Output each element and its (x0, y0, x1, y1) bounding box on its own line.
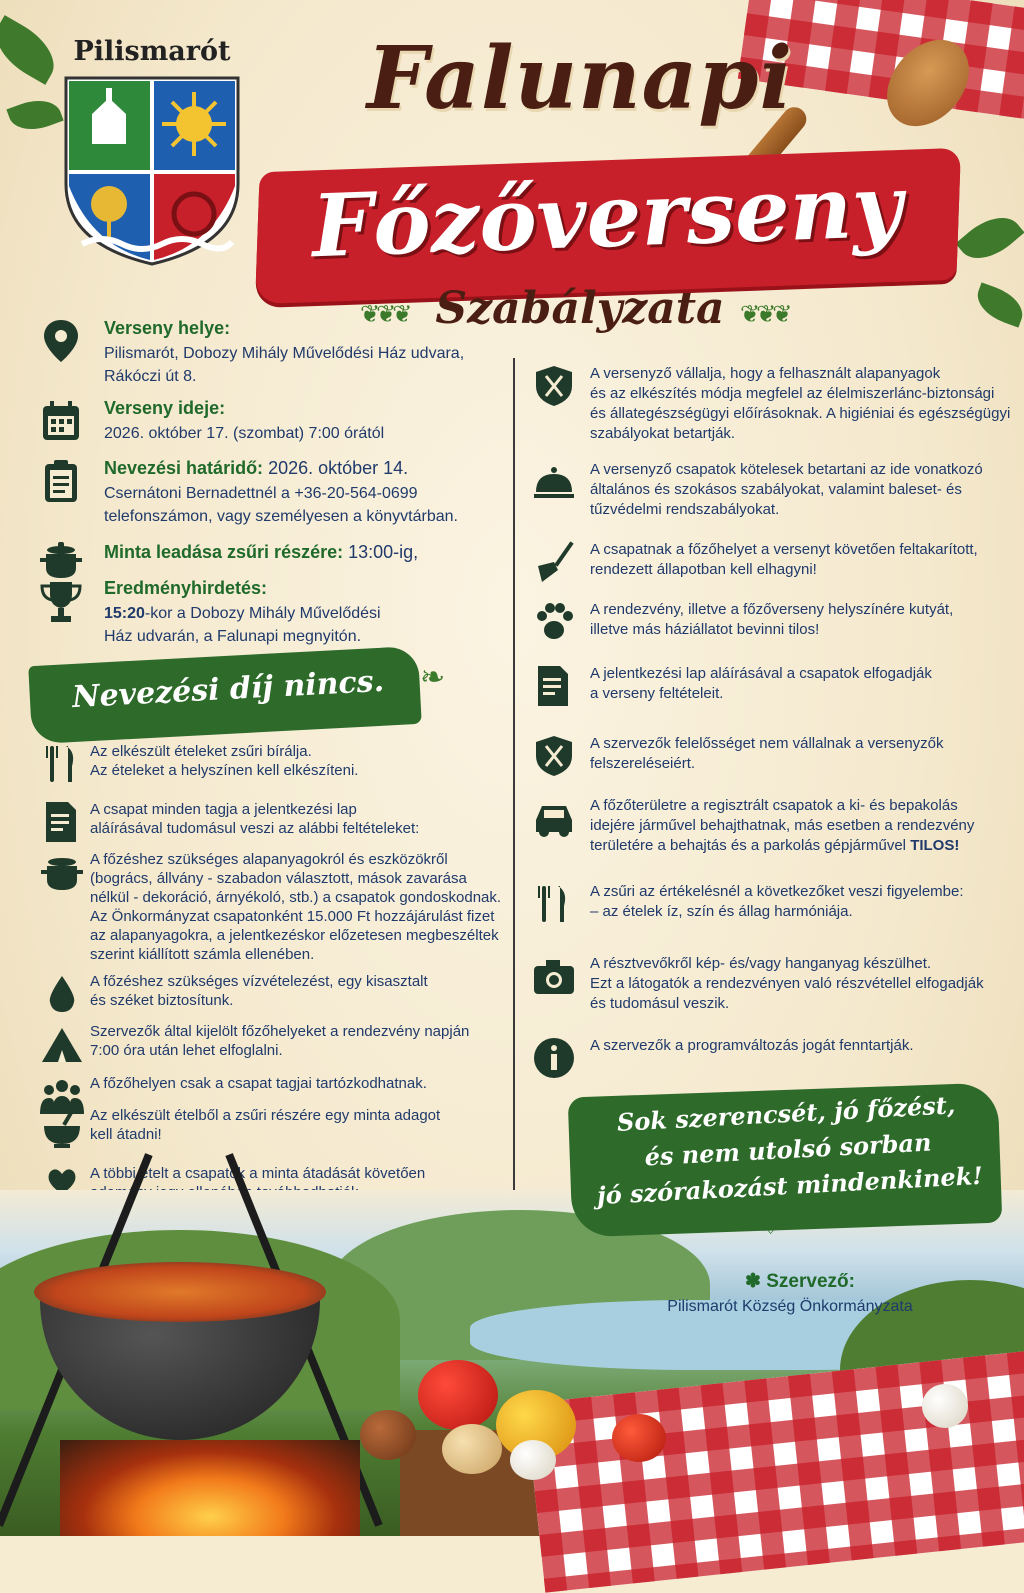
rule-line: az alapanyagokra, a jelentkezéskor előzetesen megbeszéltek (90, 927, 499, 944)
rule-line: A rendezvény, illetve a főzőverseny helyszínére kutyát, (590, 601, 954, 618)
rule-line: A zsűri az értékelésnél a következőket veszi figyelembe: (590, 883, 964, 900)
rule-line: A szervezők felelősséget nem vállalnak a versenyzők (590, 735, 944, 752)
clipboard-icon (40, 458, 82, 504)
rule-line: (bogrács, állvány - szabadon választott, mások zavarása (90, 870, 467, 887)
place-line1: Pilismarót, Dobozy Mihály Művelődési Ház udvara, (104, 345, 465, 362)
rule-text (590, 954, 984, 1014)
info-time (40, 398, 500, 450)
rule-text (590, 664, 932, 704)
shield-utensils-icon (532, 364, 576, 408)
time-label: Verseny ideje: (104, 398, 226, 418)
rule-line: Szervezők által kijelölt főzőhelyeket a rendezvény napján (90, 1023, 470, 1040)
rule-text (590, 600, 953, 640)
time-value: 2026. október 17. (szombat) 7:00 órától (104, 425, 385, 442)
results-label: Eredményhirdetés: (104, 578, 268, 598)
column-divider (513, 358, 515, 1210)
closing-line3: jó szórakozást mindenkinek! (596, 1160, 984, 1211)
rule-line: A többi ételt a csapatok a minta átadását követően (90, 1165, 426, 1182)
rule-text (90, 972, 428, 1010)
sample-value: 13:00-ig, (348, 542, 419, 562)
rule-text (90, 1106, 440, 1144)
rule-line: területére a behajtás és a parkolás gépjárművel TILOS! (590, 837, 960, 854)
onion (442, 1424, 502, 1474)
rule-text (90, 1074, 427, 1093)
rule-line: A csapat minden tagja a jelentkezési lap (90, 801, 357, 818)
organizer-value: Pilismarót Község Önkormányzata (667, 1298, 913, 1315)
rule-line: 7:00 óra után lehet elfoglalni. (90, 1042, 283, 1059)
info-deadline (40, 458, 500, 532)
document-sign-icon (532, 664, 576, 708)
rule-text (590, 882, 964, 922)
rule-line: és állategészségügyi előírásoknak. A higiéniai és egészségügyi (590, 405, 1011, 422)
sprig-icon: ❧ (420, 661, 442, 694)
garlic (510, 1440, 556, 1480)
results-line2: Ház udvarán, a Falunapi megnyitón. (104, 628, 362, 645)
calendar-icon (40, 398, 82, 444)
rule-text (90, 800, 419, 838)
bowl-icon (40, 1106, 84, 1150)
water-drop-icon (40, 972, 84, 1016)
rule-line: szabályokat betartják. (590, 425, 736, 442)
location-pin-icon (40, 318, 82, 364)
campfire (60, 1440, 360, 1536)
tent-icon (40, 1022, 84, 1066)
rule-line: rendezett állapotban kell elhagyni! (590, 561, 817, 578)
rule-line: tűzvédelmi rendszabályokat. (590, 501, 780, 518)
rule-text (90, 850, 501, 964)
sprig-left-icon: ❦❦❦ (360, 301, 409, 328)
rule-line: Az ételeket a helyszínen kell elkészíteni. (90, 762, 359, 779)
camera-icon (532, 954, 576, 998)
fork-knife-icon (40, 742, 84, 786)
rule-line: illetve más háziállatot bevinni tilos! (590, 621, 820, 638)
rule-line: Az Önkormányzat csapatonként 15.000 Ft hozzájárulást fizet (90, 908, 495, 925)
rule-line: és az elkészítés módja megfelel az élelmiszerlánc-biztonsági (590, 385, 995, 402)
trophy-icon (40, 578, 82, 624)
rule-line: A főzéshez szükséges vízvételezést, egy kisasztalt (90, 973, 428, 990)
pot-icon (40, 850, 84, 894)
closing-text (585, 1086, 990, 1215)
info-sample (40, 538, 500, 578)
rule-line: A résztvevőkről kép- és/vagy hanganyag készülhet. (590, 955, 932, 972)
car-icon (532, 796, 576, 840)
rule-line: és széket biztosítunk. (90, 992, 234, 1009)
rule-text (590, 796, 974, 856)
closing-line2: és nem utolsó sorban (643, 1127, 933, 1172)
rule-line: A főzőhelyen csak a csapat tagjai tartózkodhatnak. (90, 1075, 427, 1092)
paw-icon (532, 600, 576, 644)
rule-text (90, 742, 358, 780)
rule-text (590, 734, 944, 774)
rule-line: A főzőterületre a regisztrált csapatok a ki- és bepakolás (590, 797, 958, 814)
garlic (922, 1384, 968, 1428)
info-place (40, 318, 500, 388)
stew (34, 1262, 326, 1322)
no-fee-text: Nevezési díj nincs. (71, 663, 385, 716)
rule-line: szerint kiállított számla ellenében. (90, 946, 315, 963)
place-label: Verseny helye: (104, 318, 231, 338)
rule-text (590, 364, 1010, 444)
deadline-line2: Csernátoni Bernadettnél a +36-20-564-0699 (104, 485, 418, 502)
rule-text (90, 1022, 469, 1060)
rule-line: A csapatnak a főzőhelyet a versenyt követően feltakarított, (590, 541, 978, 558)
title-falunapi: Falunapi (366, 28, 794, 129)
rule-line: A főzéshez szükséges alapanyagokról és eszközökről (90, 851, 448, 868)
rule-line: – az ételek íz, szín és állag harmóniája. (590, 903, 853, 920)
deadline-date: 2026. október 14. (268, 458, 409, 478)
title-szabalyzata: Szabályzata (435, 283, 725, 334)
rule-line: általános és szokásos szabályokat, valamint baleset- és (590, 481, 962, 498)
rule-line: aláírásával tudomásul veszi az alábbi feltételeket: (90, 820, 420, 837)
rule-line: A versenyző csapatok kötelesek betartani az ide vonatkozó (590, 461, 983, 478)
rule-line: A versenyző vállalja, hogy a felhasznált alapanyagok (590, 365, 941, 382)
rule-line: A szervezők a programváltozás jogát fenntartják. (590, 1037, 914, 1054)
rule-line: A jelentkezési lap aláírásával a csapatok elfogadják (590, 665, 932, 682)
deadline-line3: telefonszámon, vagy személyesen a könyvtárban. (104, 508, 458, 525)
rule-line: és tudomásul veszik. (590, 995, 730, 1012)
info-icon (532, 1036, 576, 1080)
results-line1: 15:20-kor a Dobozy Mihály Művelődési (104, 605, 381, 622)
rule-line: kell átadni! (90, 1126, 162, 1143)
info-results (40, 578, 500, 648)
town-name: Pilismarót (73, 36, 231, 67)
tomato (612, 1414, 666, 1462)
deadline-label: Nevezési határidő: 2026. október 14. (104, 458, 409, 478)
rule-line: felszereléseiért. (590, 755, 696, 772)
rule-emphasis: TILOS! (910, 837, 960, 854)
broom-icon (532, 540, 576, 584)
closing-line1: Sok szerencsét, jó főzést, (616, 1090, 956, 1137)
organizer-label: ✽ Szervező: (745, 1271, 855, 1292)
heart-icon: ♡ (759, 1210, 783, 1240)
rule-text (590, 540, 978, 580)
sample-label: Minta leadása zsűri részére: 13:00-ig, (104, 542, 419, 562)
rule-line: Ezt a látogatók a rendezvényen való részvétellel elfogadják (590, 975, 984, 992)
rule-line: idejére járművel behajthatnak, más esetben a rendezvény (590, 817, 975, 834)
rule-text (590, 460, 983, 520)
potato (360, 1410, 416, 1460)
cloche-icon (532, 460, 576, 504)
rule-line: nélkül - dekoráció, árnyékoló, stb.) a csapatok gondoskodnak. (90, 889, 502, 906)
rule-text (590, 1036, 914, 1056)
document-sign-icon (40, 800, 84, 844)
sprig-right-icon: ❦❦❦ (740, 301, 789, 328)
title-fozoverseny: Főzőverseny (310, 155, 904, 278)
results-time: 15:20 (104, 605, 145, 622)
place-line2: Rákóczi út 8. (104, 368, 197, 385)
coat-of-arms-icon (62, 74, 242, 266)
shield-utensils-icon (532, 734, 576, 778)
fork-knife-icon (532, 882, 576, 926)
red-pepper (418, 1360, 498, 1430)
rule-line: Az elkészült ételeket zsűri bírálja. (90, 743, 312, 760)
rule-line: a verseny feltételeit. (590, 685, 724, 702)
rule-line: Az elkészült ételből a zsűri részére egy minta adagot (90, 1107, 441, 1124)
